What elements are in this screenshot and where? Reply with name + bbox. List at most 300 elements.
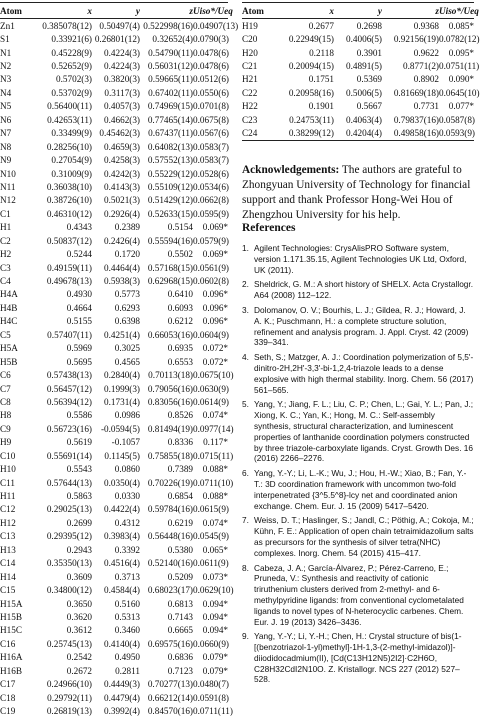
cell-uiso: 0.0567(6) — [193, 128, 229, 139]
cell-z: 0.56031(12) — [147, 61, 193, 72]
reference-number: 9. — [242, 631, 249, 642]
cell-uiso: 0.0478(6) — [193, 47, 229, 58]
cell-uiso: 0.088* — [202, 491, 228, 502]
table-row — [242, 86, 480, 99]
cell-z: 0.6854 — [167, 491, 193, 502]
cell-atom: N2 — [0, 61, 12, 72]
cell-x: 0.3620 — [66, 611, 92, 622]
cell-uiso: 0.0662(8) — [193, 195, 229, 206]
cell-x: 0.5969 — [66, 343, 92, 354]
cell-y: 0.4063(4) — [346, 114, 382, 125]
cell-atom: N10 — [0, 168, 16, 179]
cell-x: 0.42653(11) — [47, 114, 92, 125]
cell-z: 0.67402(11) — [148, 87, 193, 98]
table-row — [0, 127, 228, 140]
cell-x: 0.5543 — [66, 464, 92, 475]
cell-y: 0.4312 — [114, 517, 140, 528]
cell-x: 0.45228(9) — [51, 47, 92, 58]
reference-text: Yang, Y.-Y.; Li, L.-K.; Wu, J.; Hou, H.-W.; Xiao, B.; Fan, Y.-T.: 3D coordination framework with uncommon two-fold interpenetrated {3^5.5^8}-lcy net and coordinated anion exchange. Chem. Eur. J. 15 (2009) 5417–5420. — [254, 468, 467, 511]
cell-uiso: 0.096* — [202, 289, 228, 300]
cell-y: 0.5667 — [356, 101, 382, 112]
table-row — [0, 342, 228, 355]
table-row — [0, 651, 228, 664]
cell-y: 0.4891(5) — [346, 61, 382, 72]
cell-atom: H8 — [0, 410, 12, 421]
table-row — [0, 113, 228, 126]
cell-z: 0.66212(14) — [147, 692, 193, 703]
reference-text: Yang, Y.; Jiang, F. L.; Liu, C. P.; Chen, L.; Gai, Y. L.; Pan, J.; Xiong, K. C.; Yan, K.; Hong, M. C.: Self-assembly synthesis, structural characterization, and luminescent properties of lanthanide coordination polymers constructed by three triazole-carboxylate ligands. Cryst. Growth Des. 16 (2016) 2266–2276. — [254, 399, 474, 464]
cell-z: 0.54790(11) — [148, 47, 193, 58]
cell-z: 0.32652(4) — [152, 34, 193, 45]
cell-uiso: 0.0583(7) — [193, 155, 229, 166]
table-row — [0, 583, 234, 596]
cell-uiso: 0.090* — [448, 74, 474, 85]
cell-y: 0.5006(5) — [346, 87, 382, 98]
cell-x: 0.24753(11) — [289, 114, 334, 125]
table-row — [242, 127, 474, 140]
cell-uiso: 0.04907(13) — [193, 20, 239, 31]
cell-uiso: 0.0751(11) — [439, 61, 480, 72]
table-row — [0, 489, 228, 502]
cell-x: 0.5155 — [66, 316, 92, 327]
cell-y: 0.4258(3) — [104, 155, 140, 166]
cell-z: 0.59665(11) — [148, 74, 193, 85]
cell-uiso: 0.0614(9) — [193, 396, 229, 407]
cell-uiso: 0.085* — [448, 20, 474, 31]
reference-number: 8. — [242, 562, 249, 573]
cell-atom: H4B — [0, 302, 18, 313]
references-list — [242, 243, 474, 689]
cell-z: 0.5154 — [167, 222, 193, 233]
cell-x: 0.49159(11) — [47, 262, 92, 273]
cell-x: 0.31009(9) — [51, 168, 92, 179]
table-row — [0, 221, 228, 234]
cell-atom: C21 — [242, 61, 258, 72]
cell-y: 0.4057(3) — [104, 101, 140, 112]
cell-z: 0.92156(19) — [393, 34, 439, 45]
table-row — [0, 704, 233, 717]
reference-text: Agilent Technologies: CrysAlisPRO Software system, version 1.171.35.15, Agilent Technologies UK Ltd, Oxford, UK (2011). — [254, 243, 467, 275]
table-header — [242, 3, 479, 18]
cell-atom: H19 — [242, 20, 258, 31]
table-row — [0, 86, 228, 99]
cell-z: 0.62968(15) — [147, 276, 193, 287]
cell-y: 0.2840(4) — [104, 370, 140, 381]
cell-atom: C15 — [0, 585, 16, 596]
reference-number: 7. — [242, 515, 249, 526]
cell-uiso: 0.0583(7) — [193, 141, 229, 152]
cell-atom: C16 — [0, 638, 16, 649]
cell-uiso: 0.0512(6) — [193, 74, 229, 85]
cell-atom: H4A — [0, 289, 18, 300]
cell-z: 0.6935 — [167, 343, 193, 354]
cell-uiso: 0.0711(11) — [193, 706, 233, 717]
cell-x: 0.5863 — [66, 491, 92, 502]
cell-x: 0.46310(12) — [46, 208, 92, 219]
cell-atom: C1 — [0, 208, 11, 219]
cell-y: 0.2811 — [115, 665, 140, 676]
cell-atom: C12 — [0, 504, 16, 515]
cell-y: 0.4659(3) — [104, 141, 140, 152]
cell-z: 0.49858(16) — [393, 128, 439, 139]
table-header — [0, 3, 233, 18]
cell-z: 0.6836 — [167, 652, 193, 663]
cell-atom: N7 — [0, 128, 12, 139]
cell-x: 0.5586 — [66, 410, 92, 421]
cell-x: 0.33499(9) — [51, 128, 92, 139]
table-row — [0, 59, 228, 72]
cell-uiso: 0.0591(8) — [193, 692, 229, 703]
cell-x: 0.5702(3) — [56, 74, 92, 85]
reference-item — [242, 352, 474, 395]
cell-atom: C7 — [0, 383, 11, 394]
cell-z: 0.6219 — [167, 517, 193, 528]
cell-x: 0.29395(12) — [46, 531, 92, 542]
cell-z: 0.57552(13) — [147, 155, 193, 166]
cell-atom: C23 — [242, 114, 258, 125]
cell-atom: N5 — [0, 101, 12, 112]
cell-x: 0.27054(9) — [51, 155, 92, 166]
cell-atom: Zn1 — [0, 20, 15, 31]
cell-x: 0.56723(16) — [46, 423, 92, 434]
cell-uiso: 0.0629(10) — [193, 585, 234, 596]
cell-y: 0.4950 — [114, 652, 140, 663]
cell-x: 0.50837(12) — [46, 235, 92, 246]
cell-uiso: 0.0534(6) — [193, 181, 229, 192]
cell-y: 0.5021(3) — [104, 195, 140, 206]
cell-x: 0.55691(14) — [46, 450, 92, 461]
cell-x: 0.5695 — [66, 356, 92, 367]
table-row — [0, 274, 228, 287]
cell-atom: H10 — [0, 464, 16, 475]
cell-x: 0.49678(13) — [46, 276, 92, 287]
cell-y: 0.2426(4) — [104, 235, 140, 246]
cell-y: 0.3117(3) — [104, 87, 140, 98]
cell-x: 0.24966(10) — [46, 679, 92, 690]
cell-z: 0.59784(16) — [147, 504, 193, 515]
table-row — [0, 610, 228, 623]
cell-atom: C24 — [242, 128, 258, 139]
header-x: x — [329, 5, 334, 16]
table-row — [0, 19, 239, 32]
cell-atom: H13 — [0, 544, 16, 555]
cell-uiso: 0.0528(6) — [193, 168, 229, 179]
cell-atom: C11 — [0, 477, 15, 488]
cell-x: 0.20958(16) — [288, 87, 334, 98]
reference-item — [242, 305, 474, 348]
cell-uiso: 0.0602(8) — [193, 276, 229, 287]
table-row — [0, 32, 228, 45]
reference-text: Seth, S.; Matzger, A. J.: Coordination polymerization of 5,5'-dinitro-2H,2H'-3,3'-bi-1,2,4-triazole leads to a dense explosive with high thermal stability. Inorg. Chem. 56 (2017) 561–565. — [254, 352, 474, 395]
table-row — [0, 476, 234, 489]
cell-atom: C10 — [0, 450, 16, 461]
cell-y: 0.6398 — [114, 316, 140, 327]
cell-y: 0.1720 — [114, 249, 140, 260]
cell-x: 0.5619 — [66, 437, 92, 448]
cell-z: 0.6665 — [167, 625, 193, 636]
reference-number: 6. — [242, 468, 249, 479]
table-row — [0, 167, 228, 180]
table-row — [0, 691, 228, 704]
cell-y: 0.3713 — [114, 571, 140, 582]
cell-uiso: 0.0604(9) — [193, 329, 229, 340]
table-row — [0, 597, 228, 610]
cell-y: 0.4584(4) — [104, 585, 140, 596]
table-row — [0, 664, 228, 677]
cell-x: 0.4930 — [66, 289, 92, 300]
cell-atom: H2 — [0, 249, 12, 260]
cell-y: 0.45462(3) — [99, 128, 140, 139]
table-row — [0, 516, 228, 529]
cell-x: 0.2943 — [66, 544, 92, 555]
cell-atom: H1 — [0, 222, 12, 233]
cell-atom: N9 — [0, 155, 12, 166]
cell-uiso: 0.0711(10) — [193, 477, 234, 488]
cell-z: 0.81494(19) — [147, 423, 193, 434]
cell-z: 0.55109(12) — [147, 181, 193, 192]
cell-y: 0.4140(4) — [104, 638, 140, 649]
table-row — [0, 543, 228, 556]
cell-y: 0.5369 — [356, 74, 382, 85]
cell-y: 0.0860 — [114, 464, 140, 475]
cell-uiso: 0.095* — [448, 47, 474, 58]
cell-x: 0.56400(11) — [47, 101, 92, 112]
cell-y: -0.1057 — [111, 437, 140, 448]
cell-y: 0.0986 — [114, 410, 140, 421]
acknowledgements-body: The authors are grateful to Zhongyuan University of Technology for financial support and thank Professor Hong-Wei Hou of Zhengzhou University for his help. — [242, 164, 471, 221]
cell-x: 0.34800(12) — [46, 585, 92, 596]
cell-y: 0.5938(3) — [104, 276, 140, 287]
cell-z: 0.77465(14) — [147, 114, 193, 125]
table-row — [0, 409, 228, 422]
cell-atom: C13 — [0, 531, 16, 542]
cell-y: 0.4006(5) — [346, 34, 382, 45]
table-row — [0, 449, 234, 462]
cell-uiso: 0.072* — [202, 343, 228, 354]
cell-z: 0.9368 — [413, 20, 439, 31]
cell-y: 0.4251(4) — [104, 329, 140, 340]
cell-z: 0.6813 — [167, 598, 193, 609]
cell-z: 0.52633(15) — [147, 208, 193, 219]
cell-atom: C20 — [242, 34, 258, 45]
table-row — [0, 637, 228, 650]
cell-uiso: 0.0593(9) — [439, 128, 475, 139]
table-row — [0, 153, 228, 166]
table-row — [0, 570, 228, 583]
cell-uiso: 0.0675(10) — [193, 370, 234, 381]
cell-z: 0.5502 — [167, 249, 193, 260]
cell-z: 0.69575(16) — [147, 638, 193, 649]
cell-atom: C19 — [0, 706, 16, 717]
cell-z: 0.8902 — [413, 74, 439, 85]
header-uiso: Uiso*/Ueq — [439, 5, 479, 16]
cell-x: 0.1901 — [308, 101, 334, 112]
cell-z: 0.70277(13) — [147, 679, 193, 690]
cell-y: 0.0330 — [114, 491, 140, 502]
cell-atom: N11 — [0, 181, 16, 192]
cell-y: 0.4662(3) — [104, 114, 140, 125]
cell-uiso: 0.0611(9) — [193, 558, 229, 569]
reference-item — [242, 399, 474, 464]
cell-atom: H11 — [0, 491, 16, 502]
cell-atom: C2 — [0, 235, 11, 246]
cell-y: 0.6293 — [114, 302, 140, 313]
cell-uiso: 0.0675(8) — [193, 114, 229, 125]
cell-uiso: 0.0660(9) — [193, 638, 229, 649]
cell-z: 0.8771(2) — [403, 61, 439, 72]
cell-z: 0.6410 — [167, 289, 193, 300]
cell-uiso: 0.0782(12) — [439, 34, 480, 45]
cell-uiso: 0.088* — [202, 464, 228, 475]
cell-z: 0.5380 — [167, 544, 193, 555]
cell-uiso: 0.0480(7) — [193, 679, 229, 690]
cell-z: 0.7143 — [167, 611, 193, 622]
table-row — [0, 140, 228, 153]
cell-x: 0.28256(10) — [46, 141, 92, 152]
cell-uiso: 0.0630(9) — [193, 383, 229, 394]
cell-y: 0.4449(3) — [104, 679, 140, 690]
cell-atom: H20 — [242, 47, 258, 58]
reference-number: 4. — [242, 352, 249, 363]
cell-y: 0.50497(4) — [99, 20, 140, 31]
table-row — [0, 247, 228, 260]
cell-z: 0.51429(12) — [147, 195, 193, 206]
cell-x: 0.2542 — [66, 652, 92, 663]
table-row — [0, 288, 228, 301]
table-row — [0, 261, 228, 274]
cell-atom: H5B — [0, 356, 18, 367]
table-bottom-rule — [242, 140, 474, 141]
header-y: y — [135, 5, 140, 16]
reference-text: Yang, Y.-Y.; Li, Y.-H.; Chen, H.: Crystal structure of bis(1-[(benzotriazol-1-yl)methyl]-1H-1,3-(2-methyl-imidazol)]-diiodidocadmium(II), [Cd(C13H12N5)2I2]·C2H6O, C28H32CdI2N10O. Z. Kristallogr. NCS 227 (2012) 527–528. — [254, 631, 462, 685]
cell-atom: C8 — [0, 396, 11, 407]
cell-x: 0.4664 — [66, 302, 92, 313]
cell-x: 0.36038(10) — [46, 181, 92, 192]
cell-atom: H16A — [0, 652, 23, 663]
cell-z: 0.64082(13) — [147, 141, 193, 152]
cell-y: 0.1731(4) — [104, 396, 140, 407]
cell-x: 0.35350(13) — [46, 558, 92, 569]
cell-z: 0.55229(12) — [147, 168, 193, 179]
cell-uiso: 0.0561(9) — [193, 262, 229, 273]
reference-item — [242, 515, 474, 558]
reference-text: Sheldrick, G. M.: A short history of SHELX. Acta Crystallogr. A64 (2008) 112–122. — [254, 279, 474, 301]
cell-x: 0.22949(15) — [288, 34, 334, 45]
cell-x: 0.38299(12) — [288, 128, 334, 139]
table-row — [0, 624, 228, 637]
table-row — [0, 100, 228, 113]
cell-atom: C14 — [0, 558, 16, 569]
cell-z: 0.84570(16) — [147, 706, 193, 717]
cell-atom: H12 — [0, 517, 16, 528]
cell-uiso: 0.077* — [448, 101, 474, 112]
cell-atom: N6 — [0, 114, 12, 125]
cell-x: 0.38726(10) — [46, 195, 92, 206]
cell-uiso: 0.0545(9) — [193, 531, 229, 542]
reference-number: 5. — [242, 399, 249, 410]
cell-atom: H22 — [242, 101, 258, 112]
cell-y: 0.2389 — [114, 222, 140, 233]
cell-x: 0.57644(13) — [46, 477, 92, 488]
table-row — [0, 395, 228, 408]
cell-z: 0.70226(19) — [147, 477, 193, 488]
cell-z: 0.8336 — [167, 437, 193, 448]
cell-y: 0.4204(4) — [346, 128, 382, 139]
table-row — [0, 557, 228, 570]
cell-uiso: 0.096* — [202, 316, 228, 327]
cell-z: 0.5209 — [167, 571, 193, 582]
cell-uiso: 0.0790(3) — [193, 34, 229, 45]
references-title: References — [242, 222, 296, 234]
table-row — [242, 32, 480, 45]
cell-atom: H9 — [0, 437, 12, 448]
table-row — [0, 530, 228, 543]
cell-z: 0.83056(16) — [147, 396, 193, 407]
cell-x: 0.2677 — [308, 20, 334, 31]
header-uiso: Uiso*/Ueq — [193, 5, 233, 16]
cell-y: 0.3392 — [114, 544, 140, 555]
cell-x: 0.2699 — [66, 517, 92, 528]
cell-uiso: 0.069* — [202, 249, 228, 260]
header-z: z — [435, 5, 439, 16]
cell-atom: C5 — [0, 329, 11, 340]
cell-uiso: 0.069* — [202, 222, 228, 233]
cell-atom: N1 — [0, 47, 12, 58]
cell-y: 0.4464(4) — [104, 262, 140, 273]
cell-uiso: 0.0701(8) — [193, 101, 229, 112]
reference-item — [242, 243, 474, 275]
table-row — [0, 234, 228, 247]
table-row — [0, 503, 228, 516]
cell-uiso: 0.073* — [202, 571, 228, 582]
table-row — [0, 73, 228, 86]
cell-atom: H4C — [0, 316, 18, 327]
cell-z: 0.55594(16) — [147, 235, 193, 246]
cell-y: 0.0350(4) — [104, 477, 140, 488]
cell-uiso: 0.0615(9) — [193, 504, 229, 515]
cell-y: 0.3460 — [114, 625, 140, 636]
cell-y: 0.4143(3) — [104, 181, 140, 192]
cell-z: 0.6093 — [167, 302, 193, 313]
cell-y: -0.0594(5) — [100, 423, 140, 434]
cell-y: 0.2926(4) — [104, 208, 140, 219]
cell-atom: H15A — [0, 598, 23, 609]
cell-z: 0.7123 — [167, 665, 193, 676]
reference-text: Cabeza, J. A.; García-Álvarez, P.; Pérez-Carreno, E.; Pruneda, V.: Synthesis and reactivity of cationic triruthenium clusters derived from 2-methyl- and 6-methylpyridine ligands: from conventional cyclometalated ligands to novel types of N-heterocyclic carbenes. Chem. Eur. J. 19 (2013) 3426–3436. — [254, 562, 464, 627]
cell-y: 0.3992(4) — [104, 706, 140, 717]
cell-uiso: 0.0550(6) — [193, 87, 229, 98]
reference-item — [242, 468, 474, 511]
cell-uiso: 0.079* — [202, 665, 228, 676]
table-row — [0, 355, 228, 368]
table-row — [0, 677, 228, 690]
cell-y: 0.5313 — [114, 611, 140, 622]
cell-z: 0.57168(15) — [147, 262, 193, 273]
table-row — [242, 73, 474, 86]
cell-uiso: 0.0478(6) — [193, 61, 229, 72]
acknowledgements — [242, 163, 474, 223]
cell-uiso: 0.0645(10) — [439, 87, 480, 98]
cell-uiso: 0.072* — [202, 356, 228, 367]
cell-z: 0.79056(16) — [147, 383, 193, 394]
cell-atom: H16B — [0, 665, 22, 676]
cell-atom: C22 — [242, 87, 258, 98]
cell-x: 0.52652(9) — [51, 61, 92, 72]
table-row — [242, 46, 474, 59]
cell-x: 0.56394(12) — [46, 396, 92, 407]
table-row — [0, 328, 228, 341]
cell-atom: H5A — [0, 343, 18, 354]
